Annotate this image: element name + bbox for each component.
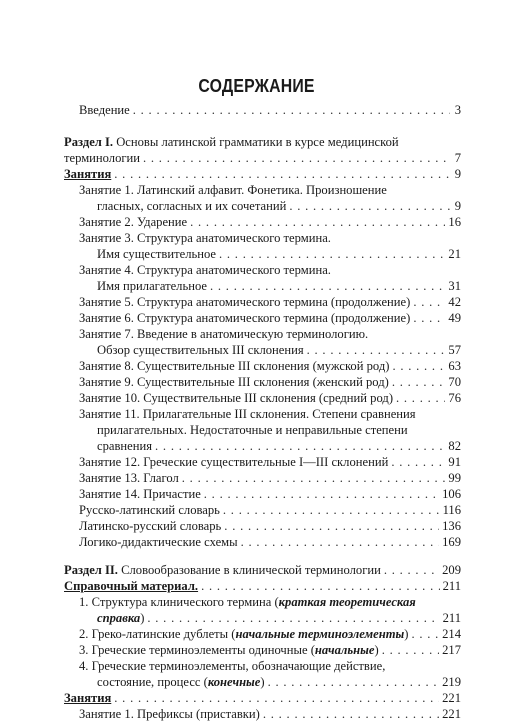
dot-leader [182,470,446,486]
page-number: 221 [442,691,461,705]
dot-leader [413,310,445,326]
entry-label: Латинско-русский словарь [79,519,222,533]
toc-entry-z7-line1[interactable] [0,326,513,342]
toc-section-2[interactable] [0,562,513,578]
page-number: 76 [448,391,461,405]
entry-label-close: ) [404,627,409,641]
dot-leader [219,246,445,262]
dot-leader [201,578,440,594]
page-number: 106 [442,487,461,501]
toc-entry-z3-line1[interactable] [0,230,513,246]
heading-label: Занятия [64,167,112,181]
dot-leader [263,706,439,722]
toc-entry-z13[interactable] [0,470,513,486]
toc-section-1-line2[interactable] [0,150,513,166]
toc-section-1-line1[interactable] [0,134,513,150]
toc-entry-z2[interactable] [0,214,513,230]
page-number: 214 [442,627,461,641]
page-number: 3 [454,103,461,117]
toc-entry-z10[interactable] [0,390,513,406]
entry-label: Занятие 13. Глагол [79,471,179,485]
dot-leader [289,198,450,214]
entry-label-cont: Обзор существительных III склонения [97,343,304,357]
dot-leader [190,214,445,230]
dot-leader [382,642,439,658]
section-prefix: Раздел II. [64,563,118,577]
heading-label: Справочный материал. [64,579,199,593]
page-number: 116 [442,503,461,517]
entry-label: Занятие 8. Существительные III склонения (мужской род) [79,359,390,373]
entry-label: Занятие 11. Прилагательные III склонения. Степени сравнения [79,407,416,421]
dot-leader [143,150,450,166]
entry-label-close: ) [140,611,145,625]
entry-label: Введение [79,103,130,117]
entry-label-close: ) [260,675,265,689]
toc-entry-z2-1[interactable] [0,706,513,722]
entry-label-close: ) [374,643,379,657]
page-number: 209 [442,563,461,577]
page-number: 217 [442,643,461,657]
page-number: 82 [448,439,461,453]
toc-entry-z3-line2[interactable] [0,246,513,262]
dot-leader [411,626,439,642]
toc-entry-r2[interactable] [0,626,513,642]
page-title: СОДЕРЖАНИЕ [198,76,315,96]
dot-leader [384,562,439,578]
page-number: 42 [448,295,461,309]
page-number: 9 [454,199,461,213]
dot-leader [147,610,439,626]
entry-label: Занятие 3. Структура анатомического термина. [79,231,331,245]
entry-label-cont: Имя существительное [97,247,217,261]
entry-label: Логико-дидактические схемы [79,535,238,549]
section-prefix: Раздел I. [64,135,114,149]
section-title-cont: терминологии [64,151,141,165]
entry-label-cont: состояние, процесс ( [97,675,208,689]
section-title: Основы латинской грамматики в курсе медицинской [116,135,399,149]
dot-leader [155,438,445,454]
dot-leader [392,358,445,374]
page-number: 70 [448,375,461,389]
dot-leader [392,374,446,390]
toc-entry-r4-line2[interactable] [0,674,513,690]
entry-label: Занятие 1. Латинский алфавит. Фонетика. Произношение [79,183,387,197]
entry-label: Занятие 9. Существительные III склонения (женский род) [79,375,389,389]
dot-leader [114,166,450,182]
entry-label: Занятие 1. Префиксы (приставки) [79,707,260,721]
entry-label: Занятие 7. Введение в анатомическую терминологию. [79,327,369,341]
page-number: 99 [448,471,461,485]
heading-label: Занятия [64,691,112,705]
dot-leader [307,342,446,358]
page-number: 211 [442,611,461,625]
page-number: 221 [442,707,461,721]
dot-leader [210,278,445,294]
entry-label: 3. Греческие терминоэлементы одиночные ( [79,643,315,657]
toc-heading-zanyatiya-2[interactable] [0,690,513,706]
toc-entry-r3[interactable] [0,642,513,658]
toc-entry-r1-line2[interactable] [0,610,513,626]
page-number: 136 [442,519,461,533]
page-number: 21 [448,247,461,261]
dot-leader [133,102,450,118]
toc-entry-r4-line1[interactable] [0,658,513,674]
toc-entry-schemes[interactable] [0,534,513,550]
entry-label: Занятие 4. Структура анатомического термина. [79,263,331,277]
toc-entry-z4-line2[interactable] [0,278,513,294]
entry-label-cont: сравнения [97,439,153,453]
entry-label-italic: начальные [314,643,375,657]
dot-leader [204,486,439,502]
page-number: 91 [448,455,461,469]
entry-label: Занятие 12. Греческие существительные I—III склонений [79,455,389,469]
toc-entry-rl-dictionary[interactable] [0,502,513,518]
dot-leader [396,390,445,406]
toc-entry-z14[interactable] [0,486,513,502]
entry-label: 4. Греческие терминоэлементы, обозначающие действие, [79,659,386,673]
toc-entry-z1-line2[interactable] [0,198,513,214]
page-number: 57 [448,343,461,357]
dot-leader [391,454,445,470]
toc-entry-z1-line1[interactable] [0,182,513,198]
page-number: 31 [448,279,461,293]
dot-leader [114,690,439,706]
toc-entry-z8[interactable] [0,358,513,374]
entry-label: 2. Греко-латинские дублеты ( [79,627,236,641]
page-number: 7 [454,151,461,165]
dot-leader [413,294,445,310]
toc-entry-z7-line2[interactable] [0,342,513,358]
toc-entry-r1-line1[interactable] [0,594,513,610]
toc-entry-z4-line1[interactable] [0,262,513,278]
toc-entry-z12[interactable] [0,454,513,470]
toc-heading-reference[interactable] [0,578,513,594]
toc-entry-z5[interactable] [0,294,513,310]
section-title: Словообразование в клинической терминологии [121,563,381,577]
page-number: 16 [448,215,461,229]
entry-label: Занятие 14. Причастие [79,487,201,501]
toc-entry-z11-line3[interactable] [0,438,513,454]
entry-label-cont: гласных, согласных и их сочетаний [97,199,287,213]
dot-leader [224,518,439,534]
toc-entry-z11-line2[interactable] [0,422,513,438]
entry-label-cont: прилагательных. Недостаточные и неправильные степени [97,423,408,437]
toc-entry-z9[interactable] [0,374,513,390]
entry-label-italic: справка [97,611,141,625]
dot-leader [241,534,440,550]
page-number: 169 [442,535,461,549]
dot-leader [223,502,440,518]
page-number: 63 [448,359,461,373]
toc-entry-intro[interactable] [0,102,513,118]
entry-label-italic: краткая теоретическая [278,595,416,609]
entry-label: Занятие 2. Ударение [79,215,188,229]
entry-label: Занятие 5. Структура анатомического термина (продолжение) [79,295,411,309]
toc-heading-zanyatiya[interactable] [0,166,513,182]
entry-label: Занятие 6. Структура анатомического термина (продолжение) [79,311,411,325]
entry-label-cont: Имя прилагательное [97,279,207,293]
toc-entry-z11-line1[interactable] [0,406,513,422]
page-number: 49 [448,311,461,325]
page-number: 211 [442,579,461,593]
entry-label-italic: начальные терминоэлементы [235,627,405,641]
entry-label: Русско-латинский словарь [79,503,220,517]
entry-label-italic: конечные [207,675,261,689]
page-number: 9 [454,167,461,181]
toc-entry-z6[interactable] [0,310,513,326]
entry-label: 1. Структура клинического термина ( [79,595,279,609]
toc-entry-lr-dictionary[interactable] [0,518,513,534]
dot-leader [268,674,440,690]
entry-label: Занятие 10. Существительные III склонения (средний род) [79,391,394,405]
page-number: 219 [442,675,461,689]
